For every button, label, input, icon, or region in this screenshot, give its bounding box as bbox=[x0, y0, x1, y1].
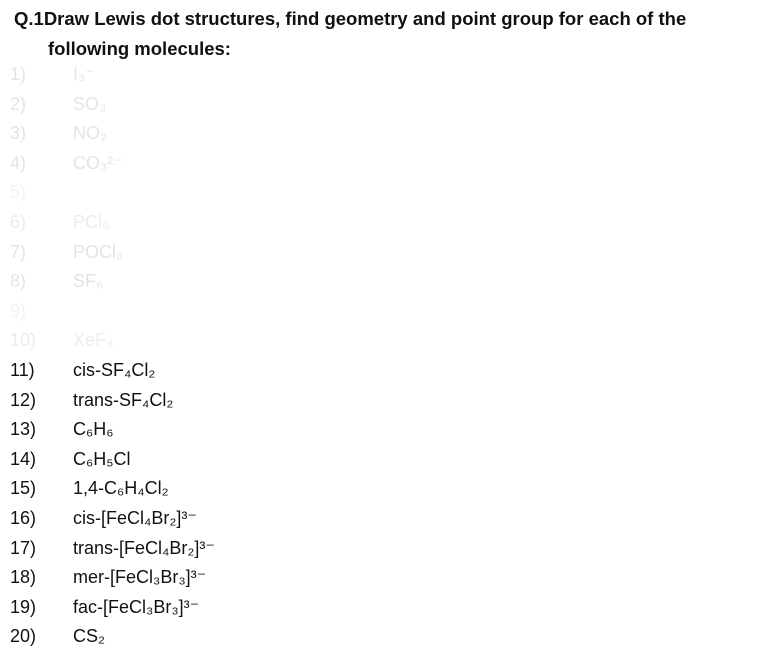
item-formula: I₃⁻ bbox=[73, 64, 95, 84]
item-number: 17) bbox=[10, 537, 37, 558]
item-formula: CS₂ bbox=[73, 626, 105, 647]
item-number: 1) bbox=[10, 64, 27, 84]
item-number: 19) bbox=[10, 596, 37, 617]
item-number: 14) bbox=[10, 448, 37, 469]
item-number: 18) bbox=[10, 567, 37, 588]
item-number: 5) bbox=[10, 182, 27, 203]
list-item bbox=[10, 149, 215, 179]
item-formula: C₆H₅Cl bbox=[73, 448, 131, 469]
item-formula: 1,4-C₆H₄Cl₂ bbox=[73, 478, 169, 499]
item-number: 7) bbox=[10, 241, 27, 262]
item-number: 10) bbox=[10, 330, 37, 351]
item-number: 8) bbox=[10, 271, 27, 292]
item-number: 15) bbox=[10, 478, 37, 499]
item-formula: trans-SF₄Cl₂ bbox=[73, 389, 174, 410]
item-number: 20) bbox=[10, 626, 37, 647]
item-number: 2) bbox=[10, 93, 27, 114]
item-number: 9) bbox=[10, 300, 27, 321]
list-item bbox=[10, 297, 215, 327]
item-formula: mer-[FeCl₃Br₃]³⁻ bbox=[73, 567, 207, 588]
list-item bbox=[10, 474, 215, 504]
item-number: 4) bbox=[10, 152, 27, 173]
item-number: 11) bbox=[10, 359, 35, 380]
item-formula: SO₃ bbox=[73, 93, 107, 114]
list-item bbox=[10, 238, 215, 268]
list-item bbox=[10, 593, 215, 623]
list-item bbox=[10, 208, 215, 238]
item-formula: cis-[FeCl₄Br₂]³⁻ bbox=[73, 507, 197, 528]
list-item bbox=[10, 622, 215, 652]
list-item bbox=[10, 386, 215, 416]
item-formula: cis-SF₄Cl₂ bbox=[73, 359, 156, 380]
item-formula: XeF₄ bbox=[73, 330, 114, 351]
item-formula: POCl₃ bbox=[73, 241, 124, 262]
question-line-2: following molecules: bbox=[48, 38, 231, 59]
item-number: 12) bbox=[10, 389, 37, 410]
item-formula: CO₃²⁻ bbox=[73, 152, 123, 173]
item-number: 16) bbox=[10, 507, 37, 528]
item-formula: PCl₅ bbox=[73, 211, 110, 232]
list-item bbox=[10, 267, 215, 297]
list-item bbox=[10, 119, 215, 149]
list-item bbox=[10, 445, 215, 475]
list-item bbox=[10, 415, 215, 445]
list-item bbox=[10, 563, 215, 593]
item-formula: trans-[FeCl₄Br₂]³⁻ bbox=[73, 537, 215, 558]
list-item bbox=[10, 90, 215, 120]
question-line-1: Q.1Draw Lewis dot structures, find geometry and point group for each of the bbox=[14, 8, 687, 29]
item-formula: SF₆ bbox=[73, 271, 104, 292]
list-item bbox=[10, 356, 215, 386]
item-number: 3) bbox=[10, 123, 27, 144]
molecule-list bbox=[10, 60, 215, 652]
list-item bbox=[10, 504, 215, 534]
item-number: 13) bbox=[10, 419, 37, 440]
list-item bbox=[10, 534, 215, 564]
item-formula: NO₂ bbox=[73, 123, 107, 144]
list-item bbox=[10, 60, 215, 90]
question-heading bbox=[14, 4, 744, 64]
item-formula: fac-[FeCl₃Br₃]³⁻ bbox=[73, 596, 200, 617]
list-item bbox=[10, 178, 215, 208]
list-item bbox=[10, 326, 215, 356]
item-number: 6) bbox=[10, 211, 27, 232]
item-formula: C₆H₆ bbox=[73, 419, 114, 440]
